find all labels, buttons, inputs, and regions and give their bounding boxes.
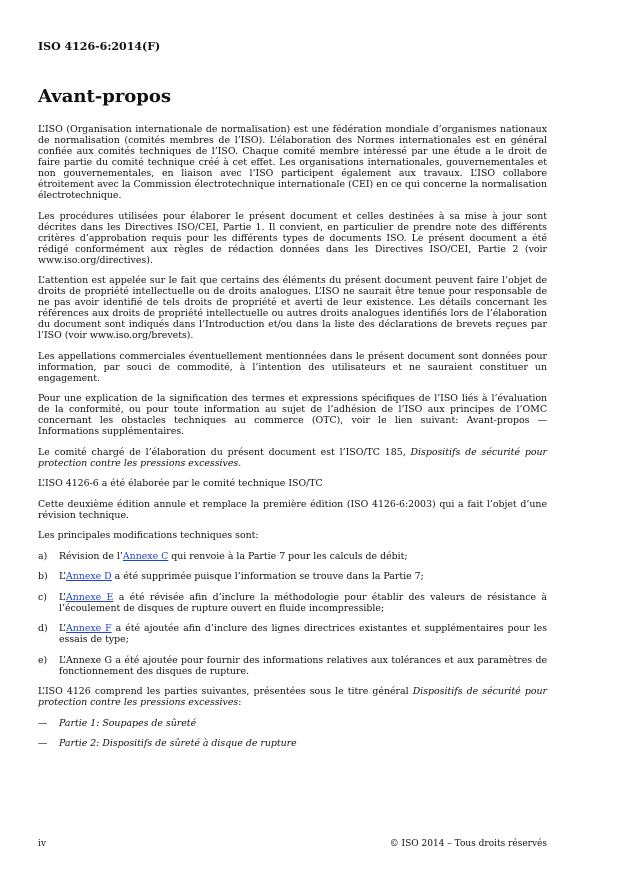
annex-d-link[interactable]: Annexe D bbox=[65, 571, 112, 582]
series-title: Dispositifs de sécurité pour protection contre les pressions excessives bbox=[38, 686, 547, 708]
document-id: ISO 4126-6:2014(F) bbox=[38, 40, 161, 53]
paragraph-modifications-intro: Les principales modifications techniques sont: bbox=[38, 530, 259, 541]
committee-text: Le comité chargé de l’élaboration du présent document est l’ISO/TC 185, bbox=[38, 446, 411, 458]
page-title: Avant-propos bbox=[38, 86, 172, 107]
annex-f-link[interactable]: Annexe F bbox=[65, 623, 112, 634]
paragraph-patents: L’attention est appelée sur le fait que certains des éléments du présent document peuvent faire l’objet de droits de propriété intellectuelle ou de droits analogues. L’ISO ne saurait être tenue pour responsable de ne pas avoir identifié de tels droits de propriété et averti de leur existence. Les détails concernant les références aux droits de propriété intellectuelle ou autres droits analogues identifiés lors de l’élaboration du document sont indiqués dans l’Introduction et/ou dans la liste des déclarations de brevets reçues par l’ISO (voir www.iso.org/brevets). bbox=[38, 275, 547, 341]
list-item: b) L’Annexe D a été supprimée puisque l’information se trouve dans la Partie 7; bbox=[38, 571, 424, 582]
list-item: d) L’Annexe F a été ajoutée afin d’inclure des lignes directrices existantes et supplémentaires pour les essais de type; bbox=[38, 623, 548, 645]
list-marker: d) bbox=[38, 623, 48, 634]
page-number: iv bbox=[38, 839, 46, 849]
paragraph-iso-intro: L’ISO (Organisation internationale de normalisation) est une fédération mondiale d’organismes nationaux de normalisation (comités membres de l’ISO). L’élaboration des Normes internationales est en général confiée aux comités techniques de l’ISO. Chaque comité membre intéressé par une étude a le droit de faire partie du comité technique créé à cet effet. Les organisations internationales, gouvernementales et non gouvernementales, en liaison avec l’ISO participent également aux travaux. L’ISO collabore étroitement avec la Commission électrotechnique internationale (CEI) en ce qui concerne la normalisation électrotechnique. bbox=[38, 124, 547, 201]
list-item bbox=[38, 718, 547, 729]
paragraph-prepared-by: L’ISO 4126-6 a été élaborée par le comité technique ISO/TC bbox=[38, 478, 323, 489]
list-marker: c) bbox=[38, 591, 47, 603]
list-item: c) L’Annexe E a été révisée afin d’inclure la méthodologie pour établir des valeurs de résistance à l’écoulement de disques de rupture ouvert en fluide incompressible; bbox=[38, 591, 547, 614]
annex-e-link[interactable]: Annexe E bbox=[65, 591, 114, 603]
list-item: a) Révision de l’Annexe C qui renvoie à la Partie 7 pour les calculs de débit; bbox=[38, 550, 408, 562]
paragraph-procedures: Les procédures utilisées pour élaborer le présent document et celles destinées à sa mise à jour sont décrites dans les Directives ISO/CEI, Partie 1. Il convient, en particulier de prendre note des différents critères d’approbation requis pour les différents types de documents ISO. Le présent document a été rédigé conformément aux règles de rédaction données dans les Directives ISO/CEI, Partie 2 (voir www.iso.org/directives). bbox=[38, 210, 547, 266]
list-item: e) L’Annexe G a été ajoutée pour fournir des informations relatives aux tolérances et aux paramètres de fonctionnement des disques de rupture. bbox=[38, 654, 547, 677]
paragraph-parts-intro: L’ISO 4126 comprend les parties suivantes, présentées sous le titre général Dispositifs de sécurité pour protection contre les pressions excessives: bbox=[38, 686, 547, 708]
paragraph-edition: Cette deuxième édition annule et remplace la première édition (ISO 4126-6:2003) qui a fait l’objet d’une révision technique. bbox=[38, 498, 547, 521]
committee-title: Dispositifs de sécurité pour protection contre les pressions excessives. bbox=[38, 446, 547, 469]
paragraph-trade-names: Les appellations commerciales éventuellement mentionnées dans le présent document sont données pour information, par souci de commodité, à l’intention des utilisateurs et ne sauraient constituer un engagement. bbox=[38, 350, 547, 384]
list-marker: — bbox=[38, 738, 48, 749]
part-title: Partie 2: Dispositifs de sûreté à disque de rupture bbox=[59, 738, 297, 749]
list-marker: a) bbox=[38, 550, 48, 562]
paragraph-conformity: Pour une explication de la signification des termes et expressions spécifiques de l’ISO liés à l’évaluation de la conformité, ou pour toute information au sujet de l’adhésion de l’ISO aux principes de l’OMC concernant les obstacles techniques au commerce (OTC), voir le lien suivant: Avant-propos — Informations supplémentaires. bbox=[38, 393, 547, 437]
part-title: Partie 1: Soupapes de sûreté bbox=[59, 717, 197, 729]
list-marker: b) bbox=[38, 571, 48, 582]
copyright: © ISO 2014 – Tous droits réservés bbox=[389, 839, 547, 849]
list-marker: — bbox=[38, 717, 48, 729]
annex-c-link[interactable]: Annexe C bbox=[122, 550, 169, 562]
paragraph-committee bbox=[38, 447, 547, 469]
list-marker: e) bbox=[38, 654, 48, 666]
list-item bbox=[38, 738, 547, 749]
foreword-body bbox=[38, 124, 547, 759]
